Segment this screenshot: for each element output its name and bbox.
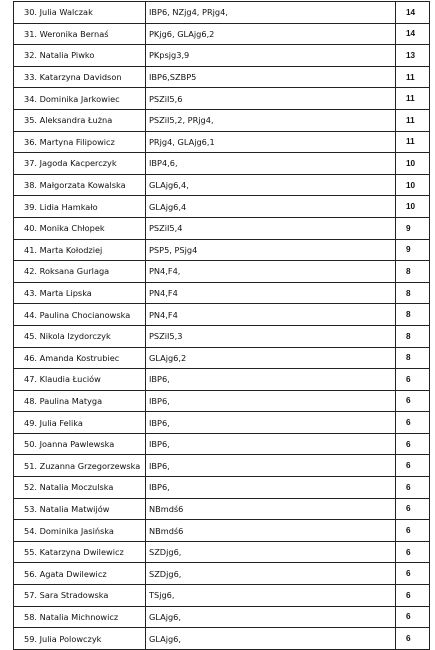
event-codes-cell: NBmdś6 xyxy=(146,520,396,542)
points-cell: 14 xyxy=(396,2,430,24)
participant-name-cell: 50. Joanna Pawlewska xyxy=(14,433,146,455)
participant-name-cell: 44. Paulina Chocianowska xyxy=(14,304,146,326)
table-row xyxy=(14,174,430,196)
table-row xyxy=(14,282,430,304)
points-cell: 6 xyxy=(396,563,430,585)
participant-name-cell: 38. Małgorzata Kowalska xyxy=(14,174,146,196)
table-row xyxy=(14,109,430,131)
participant-name-cell: 37. Jagoda Kacperczyk xyxy=(14,153,146,175)
points-cell: 6 xyxy=(396,477,430,499)
event-codes-cell: IBP6, NZjg4, PRjg4, xyxy=(146,2,396,24)
points-cell: 14 xyxy=(396,23,430,45)
points-cell: 6 xyxy=(396,412,430,434)
participant-name-cell: 56. Agata Dwilewicz xyxy=(14,563,146,585)
points-cell: 10 xyxy=(396,153,430,175)
participant-name-cell: 30. Julia Walczak xyxy=(14,2,146,24)
table-row xyxy=(14,2,430,24)
event-codes-cell: IBP6, xyxy=(146,390,396,412)
participant-name-cell: 52. Natalia Moczulska xyxy=(14,477,146,499)
participant-name-cell: 31. Weronika Bernaś xyxy=(14,23,146,45)
results-table-body xyxy=(14,2,430,650)
table-row xyxy=(14,477,430,499)
points-cell: 6 xyxy=(396,606,430,628)
table-row xyxy=(14,390,430,412)
event-codes-cell: PSZiI5,2, PRjg4, xyxy=(146,109,396,131)
points-cell: 8 xyxy=(396,325,430,347)
event-codes-cell: IBP4,6, xyxy=(146,153,396,175)
table-row xyxy=(14,585,430,607)
event-codes-cell: PKpsjg3,9 xyxy=(146,45,396,67)
points-cell: 10 xyxy=(396,174,430,196)
points-cell: 9 xyxy=(396,239,430,261)
table-row xyxy=(14,261,430,283)
event-codes-cell: PN4,F4 xyxy=(146,304,396,326)
table-row xyxy=(14,217,430,239)
event-codes-cell: GLAjg6,2 xyxy=(146,347,396,369)
points-cell: 6 xyxy=(396,498,430,520)
event-codes-cell: PSZiI5,4 xyxy=(146,217,396,239)
points-cell: 10 xyxy=(396,196,430,218)
participant-name-cell: 35. Aleksandra Łużna xyxy=(14,109,146,131)
participant-name-cell: 32. Natalia Piwko xyxy=(14,45,146,67)
participant-name-cell: 43. Marta Lipska xyxy=(14,282,146,304)
points-cell: 8 xyxy=(396,282,430,304)
participant-name-cell: 41. Marta Kołodziej xyxy=(14,239,146,261)
points-cell: 6 xyxy=(396,541,430,563)
points-cell: 8 xyxy=(396,347,430,369)
table-row xyxy=(14,66,430,88)
table-row xyxy=(14,325,430,347)
event-codes-cell: IBP6, xyxy=(146,455,396,477)
table-row xyxy=(14,541,430,563)
event-codes-cell: GLAjg6,4 xyxy=(146,196,396,218)
table-row xyxy=(14,433,430,455)
points-cell: 6 xyxy=(396,369,430,391)
participant-name-cell: 48. Paulina Matyga xyxy=(14,390,146,412)
results-table xyxy=(13,1,430,650)
participant-name-cell: 55. Katarzyna Dwilewicz xyxy=(14,541,146,563)
participant-name-cell: 34. Dominika Jarkowiec xyxy=(14,88,146,110)
participant-name-cell: 58. Natalia Michnowicz xyxy=(14,606,146,628)
points-cell: 6 xyxy=(396,433,430,455)
table-row xyxy=(14,196,430,218)
event-codes-cell: GLAjg6, xyxy=(146,606,396,628)
points-cell: 8 xyxy=(396,304,430,326)
points-cell: 6 xyxy=(396,585,430,607)
table-row xyxy=(14,304,430,326)
table-row xyxy=(14,455,430,477)
participant-name-cell: 46. Amanda Kostrubiec xyxy=(14,347,146,369)
points-cell: 8 xyxy=(396,261,430,283)
event-codes-cell: IBP6, xyxy=(146,369,396,391)
table-row xyxy=(14,628,430,650)
event-codes-cell: SZDjg6, xyxy=(146,541,396,563)
table-row xyxy=(14,369,430,391)
event-codes-cell: PSP5, PSjg4 xyxy=(146,239,396,261)
table-row xyxy=(14,45,430,67)
event-codes-cell: PRjg4, GLAjg6,1 xyxy=(146,131,396,153)
participant-name-cell: 47. Klaudia Łuciów xyxy=(14,369,146,391)
points-cell: 11 xyxy=(396,88,430,110)
event-codes-cell: IBP6, xyxy=(146,433,396,455)
table-row xyxy=(14,239,430,261)
points-cell: 6 xyxy=(396,628,430,650)
event-codes-cell: PSZiI5,3 xyxy=(146,325,396,347)
event-codes-cell: SZDjg6, xyxy=(146,563,396,585)
participant-name-cell: 51. Zuzanna Grzegorzewska xyxy=(14,455,146,477)
points-cell: 6 xyxy=(396,520,430,542)
participant-name-cell: 40. Monika Chłopek xyxy=(14,217,146,239)
participant-name-cell: 39. Lidia Hamkało xyxy=(14,196,146,218)
event-codes-cell: IBP6, xyxy=(146,412,396,434)
event-codes-cell: GLAjg6,4, xyxy=(146,174,396,196)
participant-name-cell: 59. Julia Polowczyk xyxy=(14,628,146,650)
event-codes-cell: PN4,F4 xyxy=(146,282,396,304)
participant-name-cell: 33. Katarzyna Davidson xyxy=(14,66,146,88)
points-cell: 13 xyxy=(396,45,430,67)
participant-name-cell: 42. Roksana Gurlaga xyxy=(14,261,146,283)
participant-name-cell: 49. Julia Felika xyxy=(14,412,146,434)
participant-name-cell: 36. Martyna Filipowicz xyxy=(14,131,146,153)
table-row xyxy=(14,606,430,628)
points-cell: 11 xyxy=(396,131,430,153)
points-cell: 6 xyxy=(396,390,430,412)
event-codes-cell: TSjg6, xyxy=(146,585,396,607)
points-cell: 6 xyxy=(396,455,430,477)
participant-name-cell: 45. Nikola Izydorczyk xyxy=(14,325,146,347)
table-row xyxy=(14,347,430,369)
table-row xyxy=(14,520,430,542)
event-codes-cell: NBmdś6 xyxy=(146,498,396,520)
table-row xyxy=(14,563,430,585)
table-row xyxy=(14,88,430,110)
event-codes-cell: GLAjg6, xyxy=(146,628,396,650)
event-codes-cell: PN4,F4, xyxy=(146,261,396,283)
participant-name-cell: 54. Dominika Jasińska xyxy=(14,520,146,542)
table-row xyxy=(14,23,430,45)
points-cell: 11 xyxy=(396,109,430,131)
table-row xyxy=(14,131,430,153)
event-codes-cell: PSZiI5,6 xyxy=(146,88,396,110)
participant-name-cell: 57. Sara Stradowska xyxy=(14,585,146,607)
points-cell: 11 xyxy=(396,66,430,88)
table-row xyxy=(14,498,430,520)
table-row xyxy=(14,153,430,175)
event-codes-cell: PKjg6, GLAjg6,2 xyxy=(146,23,396,45)
event-codes-cell: IBP6, xyxy=(146,477,396,499)
participant-name-cell: 53. Natalia Matwijów xyxy=(14,498,146,520)
event-codes-cell: IBP6,SZBP5 xyxy=(146,66,396,88)
points-cell: 9 xyxy=(396,217,430,239)
table-row xyxy=(14,412,430,434)
